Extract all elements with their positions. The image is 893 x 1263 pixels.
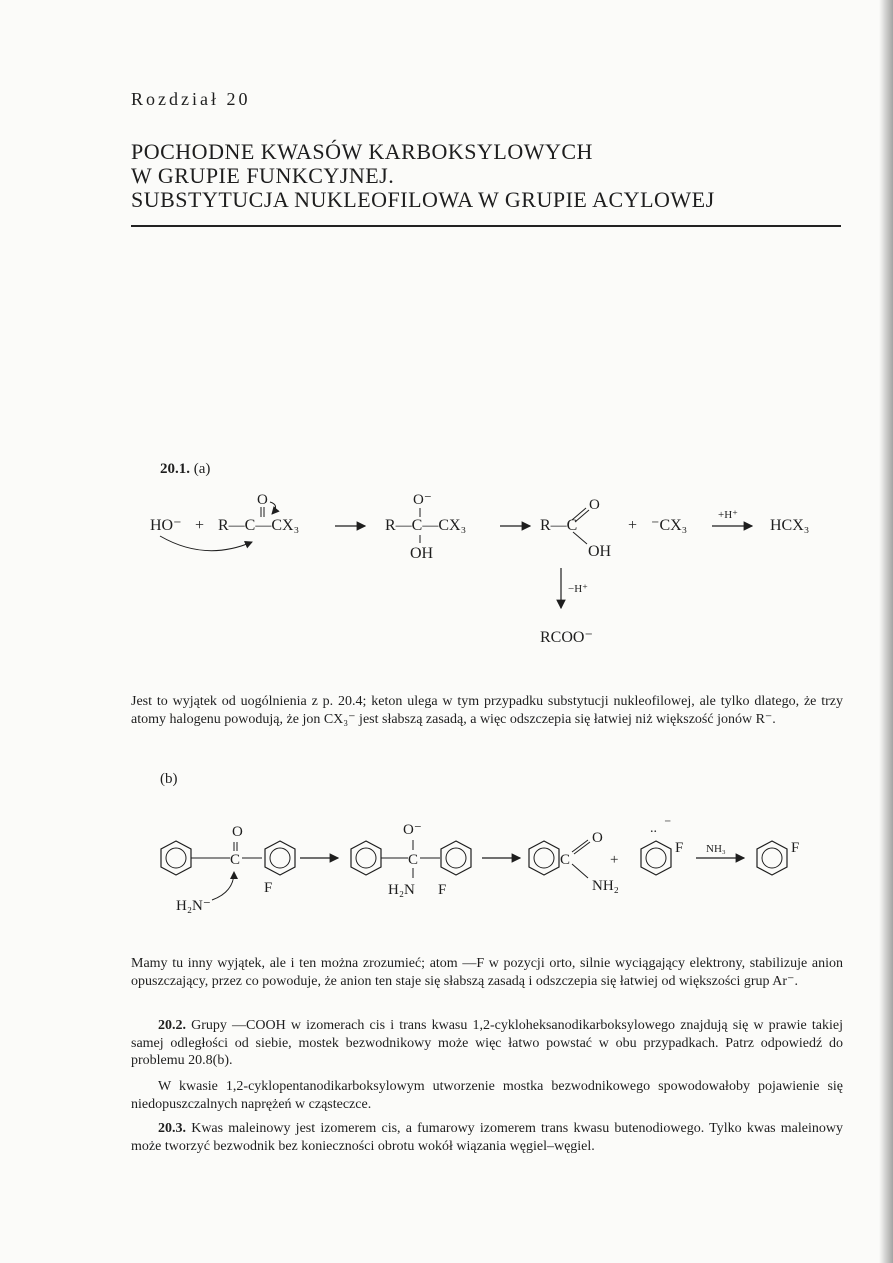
chapter-title (131, 140, 715, 212)
amide-nh2: NH₂ (592, 878, 619, 894)
intermediate-oxide: O⁻ (413, 492, 432, 508)
problem-20-2-continuation: W kwasie 1,2-cyklopentanodikarboksylowym utworzenie mostka bezwodnikowego spowodowałoby pojawienie się niedopuszczalnych naprężeń w cząsteczce. (131, 1079, 843, 1112)
tetrahedral-intermediate: R—C—CX₃ (385, 517, 467, 534)
haloform-product: HCX₃ (770, 517, 810, 534)
carboxylate-ion: RCOO⁻ (540, 629, 593, 646)
electron-arrow (270, 502, 276, 514)
problem-number: 20.2. (158, 1018, 186, 1033)
problem-20-2-text: Grupy —COOH w izomerach cis i trans kwasu 1,2-cykloheksanodikarboksylowego znajdują się w prawie takiej samej odległości od siebie, mostek bezwodnikowy może więc łatwo powstać w obu przypadkach. Patrz odpowiedź do problemu 20.8(b). (131, 1018, 843, 1068)
plus-sign: + (195, 517, 205, 534)
title-rule (131, 225, 841, 227)
acid-oxygen: O (589, 497, 600, 513)
protonation-label: +H⁺ (718, 509, 738, 521)
ketone-formula: R—C—CX₃ (218, 517, 300, 534)
amide-anion: H₂N⁻ (176, 898, 211, 914)
reaction-scheme-a (140, 480, 840, 660)
ammonia-reagent: NH₃ (706, 843, 726, 855)
lone-pair-dots: .. (650, 821, 657, 836)
title-line-3: SUBSTYTUCJA NUKLEOFILOWA W GRUPIE ACYLOWEJ (131, 187, 715, 212)
carbanion-charge: ⁻ (664, 817, 672, 832)
attack-arrow (160, 536, 252, 551)
deprotonation-label: −H⁺ (568, 583, 588, 595)
amide-carbon: C (560, 852, 571, 868)
ketone-oxygen: O (257, 492, 268, 508)
trihalomethyl-anion: ⁻CX₃ (651, 517, 688, 534)
hydroxide-ion: HO⁻ (150, 517, 182, 534)
fluoro-substituent: F (264, 880, 273, 896)
problem-number: 20.1. (160, 461, 190, 477)
part-b-label: (b) (160, 771, 178, 787)
fluoro-substituent: F (438, 882, 447, 898)
problem-20-3-text: Kwas maleinowy jest izomerem cis, a fumarowy izomerem trans kwasu butenodiowego. Tylko kwas maleinowy może tworzyć bezwodnik bez konieczności obrotu wokół wiązania węgiel–węgiel. (131, 1121, 844, 1154)
title-line-2: W GRUPIE FUNKCYJNEJ. (131, 163, 395, 188)
explanation-a: Jest to wyjątek od uogólnienia z p. 20.4; keton ulega w tym przypadku substytucji nukleofilowej, ale tylko dlatego, że trzy atomy halogenu powodują, że jon CX₃⁻ jest słabszą zasadą, a więc odszczepia się łatwiej niż większość jonów R⁻. (131, 694, 843, 727)
amino-group: H₂N (388, 882, 415, 898)
fluoro-substituent: F (675, 840, 684, 856)
problem-number: 20.3. (158, 1121, 186, 1136)
acid-hydroxyl: OH (588, 543, 612, 560)
problem-20-2 (131, 1017, 843, 1070)
part-a-label: (a) (193, 461, 211, 477)
plus-sign-b: + (610, 852, 619, 868)
carboxylic-acid: R—C (540, 517, 578, 534)
title-line-1: POCHODNE KWASÓW KARBOKSYLOWYCH (131, 139, 593, 164)
reaction-scheme-b (140, 808, 840, 918)
plus-sign-2: + (628, 517, 638, 534)
problem-20-1-heading (160, 461, 210, 478)
tetrahedral-carbon: C (408, 852, 419, 868)
carbonyl-oxygen: O (232, 824, 243, 840)
carbonyl-carbon: C (230, 852, 241, 868)
fluoro-substituent: F (791, 840, 800, 856)
problem-20-3 (131, 1120, 843, 1155)
alkoxide-oxygen: O⁻ (403, 822, 422, 838)
page-edge-shadow (879, 0, 893, 1263)
intermediate-hydroxyl: OH (410, 545, 434, 562)
explanation-b: Mamy tu inny wyjątek, ale i ten można zrozumieć; atom —F w pozycji orto, silnie wyciągający elektrony, stabilizuje anion opuszczający, przez co powoduje, że anion ten staje się słabszą zasadą i odszczepia się łatwiej od większości grup Ar⁻. (131, 956, 843, 989)
amide-oxygen: O (592, 830, 603, 846)
chapter-label: Rozdział 20 (131, 89, 251, 109)
